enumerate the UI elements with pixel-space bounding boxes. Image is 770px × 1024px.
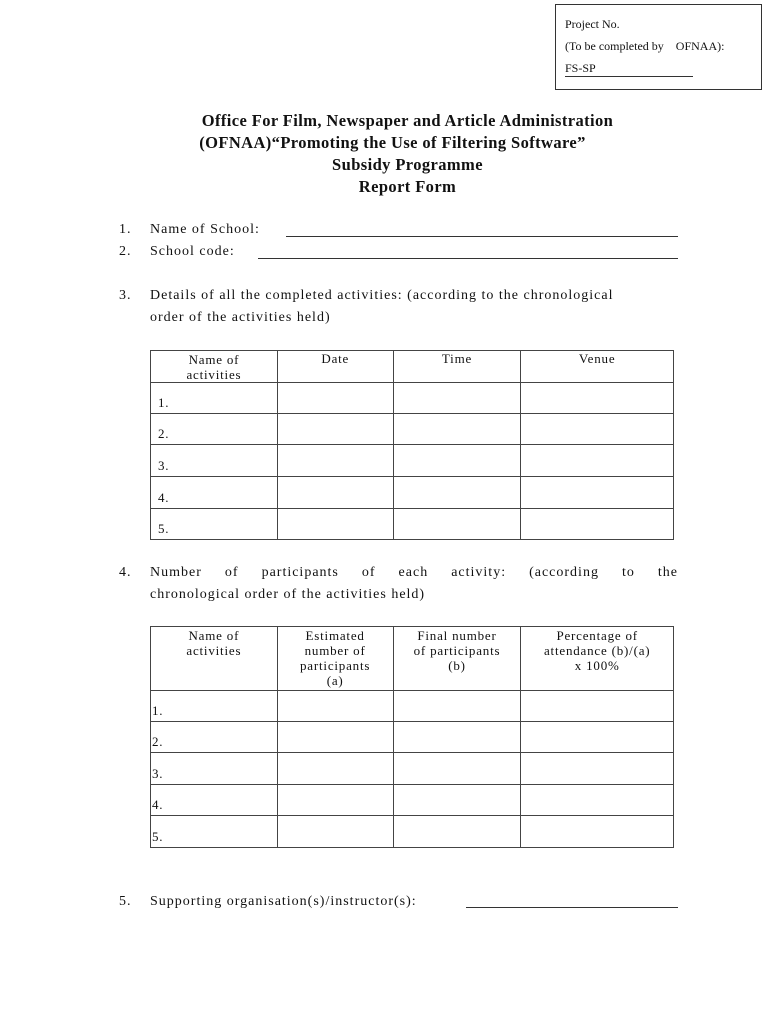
col-percentage-attendance: Percentage of attendance (b)/(a) x 100%	[521, 627, 674, 691]
date-cell[interactable]	[277, 383, 393, 414]
estimated-cell[interactable]	[277, 691, 393, 722]
percentage-cell[interactable]	[521, 691, 674, 722]
activities-table	[150, 350, 674, 540]
q1-number: 1.	[119, 222, 132, 237]
school-name-input-line[interactable]	[286, 236, 678, 237]
participants-table-header	[151, 627, 674, 691]
table-row	[151, 816, 674, 848]
q4-number: 4.	[119, 565, 132, 580]
question-5	[119, 891, 689, 913]
fs-sp-field[interactable]: FS-SP	[565, 60, 693, 77]
date-cell[interactable]	[277, 509, 393, 540]
row-label: 3.	[151, 445, 278, 477]
time-cell[interactable]	[393, 477, 521, 509]
q3-text-line-2: order of the activities held)	[150, 310, 331, 325]
venue-cell[interactable]	[521, 445, 674, 477]
date-cell[interactable]	[277, 414, 393, 445]
time-cell[interactable]	[393, 414, 521, 445]
q3-number: 3.	[119, 288, 132, 303]
table-row	[151, 477, 674, 509]
venue-cell[interactable]	[521, 509, 674, 540]
supporting-organisation-label: Supporting organisation(s)/instructor(s):	[150, 894, 417, 909]
activities-table-header	[151, 351, 674, 383]
table-row	[151, 509, 674, 540]
col-name-of-activities: Name of activities	[151, 627, 278, 691]
table-row	[151, 383, 674, 414]
row-label: 4.	[151, 785, 278, 816]
row-label: 1.	[151, 383, 278, 414]
question-2	[119, 241, 689, 263]
title-line-1: Office For Film, Newspaper and Article Administration	[201, 111, 614, 130]
row-label: 3.	[151, 753, 278, 785]
final-cell[interactable]	[393, 753, 521, 785]
school-code-label: School code:	[150, 244, 235, 259]
table-row	[151, 414, 674, 445]
form-title	[100, 110, 715, 198]
table-row	[151, 445, 674, 477]
percentage-cell[interactable]	[521, 816, 674, 848]
supporting-organisation-input-line[interactable]	[466, 907, 678, 908]
venue-cell[interactable]	[521, 414, 674, 445]
estimated-cell[interactable]	[277, 722, 393, 753]
school-code-input-line[interactable]	[258, 258, 678, 259]
q2-number: 2.	[119, 244, 132, 259]
question-1	[119, 219, 689, 241]
title-line-4: Report Form	[358, 177, 457, 196]
date-cell[interactable]	[277, 445, 393, 477]
col-date: Date	[277, 351, 393, 383]
col-name-of-activities: Name of activities	[151, 351, 278, 383]
venue-cell[interactable]	[521, 477, 674, 509]
q5-number: 5.	[119, 894, 132, 909]
final-cell[interactable]	[393, 816, 521, 848]
table-row	[151, 691, 674, 722]
col-venue: Venue	[521, 351, 674, 383]
question-4	[119, 562, 679, 606]
final-cell[interactable]	[393, 722, 521, 753]
row-label: 2.	[151, 722, 278, 753]
row-label: 2.	[151, 414, 278, 445]
time-cell[interactable]	[393, 445, 521, 477]
estimated-cell[interactable]	[277, 753, 393, 785]
date-cell[interactable]	[277, 477, 393, 509]
time-cell[interactable]	[393, 383, 521, 414]
school-name-label: Name of School:	[150, 222, 260, 237]
row-label: 5.	[151, 816, 278, 848]
percentage-cell[interactable]	[521, 785, 674, 816]
row-label: 5.	[151, 509, 278, 540]
venue-cell[interactable]	[521, 383, 674, 414]
q4-text-line-2: chronological order of the activities held)	[150, 587, 426, 602]
title-line-2: (OFNAA)“Promoting the Use of Filtering Software”	[199, 133, 586, 152]
estimated-cell[interactable]	[277, 816, 393, 848]
table-row	[151, 753, 674, 785]
title-line-3: Subsidy Programme	[332, 155, 483, 174]
project-number-box	[555, 4, 762, 90]
col-time: Time	[393, 351, 521, 383]
completed-by-note: (To be completed by OFNAA):	[565, 39, 725, 53]
project-no-label: Project No.	[565, 17, 620, 31]
col-final-participants: Final number of participants (b)	[393, 627, 521, 691]
col-estimated-participants: Estimated number of participants (a)	[277, 627, 393, 691]
final-cell[interactable]	[393, 785, 521, 816]
percentage-cell[interactable]	[521, 722, 674, 753]
final-cell[interactable]	[393, 691, 521, 722]
row-label: 1.	[151, 691, 278, 722]
question-3	[119, 285, 689, 329]
row-label: 4.	[151, 477, 278, 509]
table-row	[151, 785, 674, 816]
q4-text-line-1: Number of participants of each activity: (according to the	[150, 565, 678, 580]
q3-text-line-1: Details of all the completed activities: (according to the chronological	[150, 288, 614, 303]
percentage-cell[interactable]	[521, 753, 674, 785]
participants-table	[150, 626, 674, 848]
estimated-cell[interactable]	[277, 785, 393, 816]
time-cell[interactable]	[393, 509, 521, 540]
table-row	[151, 722, 674, 753]
